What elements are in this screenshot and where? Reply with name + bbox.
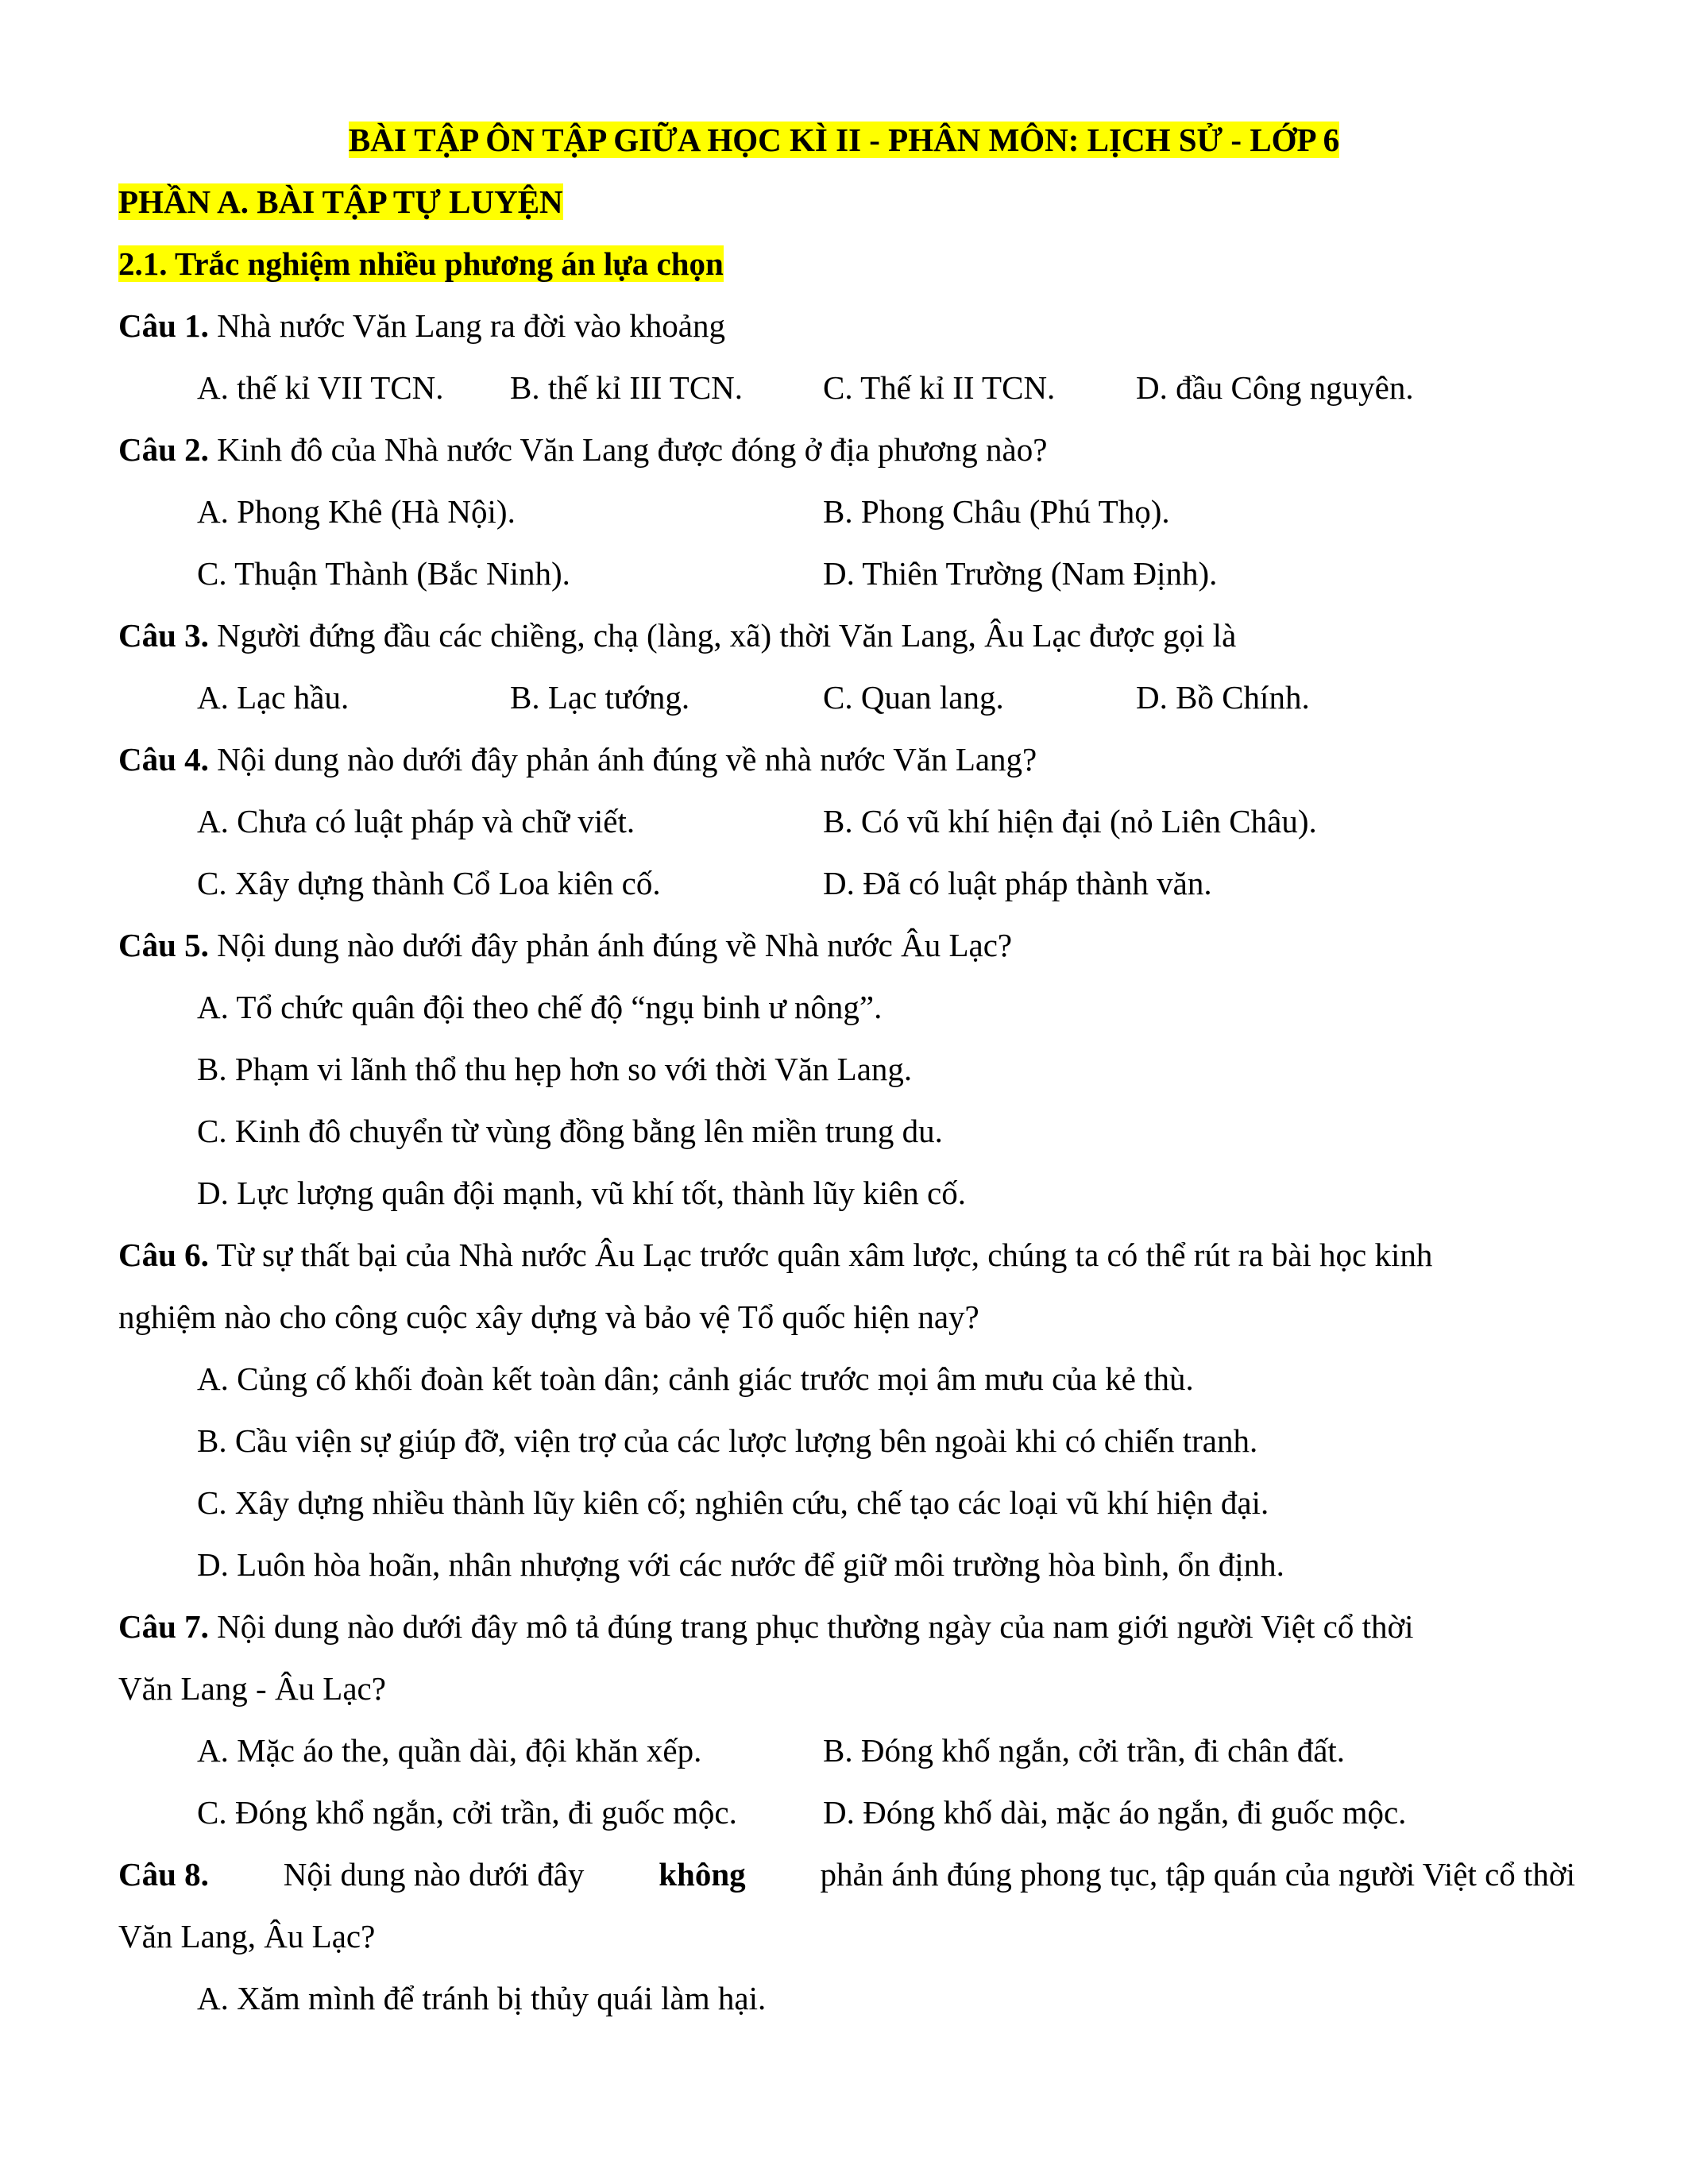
q7-option-b: B. Đóng khố ngắn, cởi trần, đi chân đất. [823,1732,1346,1769]
question-text: Nội dung nào dưới đây phản ánh đúng về Nhà nước Âu Lạc? [217,927,1013,963]
q2-option-c: C. Thuận Thành (Bắc Ninh). [197,555,570,592]
question-text: Nhà nước Văn Lang ra đời vào khoảng [208,307,725,344]
q1-option-a: A. thế kỉ VII TCN. [197,369,444,406]
q2-option-b: B. Phong Châu (Phú Thọ). [823,493,1170,530]
q3-option-d: D. Bồ Chính. [1136,679,1310,716]
q1-option-b: B. thế kỉ III TCN. [510,369,744,406]
question-text-emphasis: không [659,1856,746,1893]
question-label: Câu 7. [118,1608,209,1645]
q4-option-c: C. Xây dựng thành Cổ Loa kiên cố. [197,865,661,901]
q6-option-c: C. Xây dựng nhiều thành lũy kiên cố; nghiên cứu, chế tạo các loại vũ khí hiện đại. [197,1484,1269,1521]
q5-option-d: D. Lực lượng quân đội mạnh, vũ khí tốt, thành lũy kiên cố. [197,1175,966,1211]
q6-option-b: B. Cầu viện sự giúp đỡ, viện trợ của các lược lượng bên ngoài khi có chiến tranh. [197,1422,1258,1459]
question-8-continued: Văn Lang, Âu Lạc? [118,1918,376,1954]
question-7-continued: Văn Lang - Âu Lạc? [118,1670,386,1707]
question-3 [118,616,1236,654]
question-text: Nội dung nào dưới đây phản ánh đúng về nhà nước Văn Lang? [217,741,1037,778]
q7-option-c: C. Đóng khổ ngắn, cởi trần, đi guốc mộc. [197,1794,737,1831]
section-heading: PHẦN A. BÀI TẬP TỰ LUYỆN [118,183,563,220]
q2-option-a: A. Phong Khê (Hà Nội). [197,493,516,530]
question-text-before: Nội dung nào dưới đây [283,1856,585,1893]
section-line [118,183,563,221]
question-2 [118,430,1047,469]
q4-option-b: B. Có vũ khí hiện đại (nỏ Liên Châu). [823,803,1317,839]
question-8 [118,1855,1575,1893]
q3-option-b: B. Lạc tướng. [510,679,690,716]
q3-option-c: C. Quan lang. [823,679,1004,716]
q3-option-a: A. Lạc hầu. [197,679,350,716]
q1-option-c: C. Thế kỉ II TCN. [823,369,1056,406]
document-title: BÀI TẬP ÔN TẬP GIỮA HỌC KÌ II - PHÂN MÔN: LỊCH SỬ - LỚP 6 [348,122,1340,158]
question-6-continued: nghiệm nào cho công cuộc xây dựng và bảo vệ Tổ quốc hiện nay? [118,1298,979,1335]
question-label: Câu 8. [118,1856,209,1893]
q1-option-d: D. đầu Công nguyên. [1136,369,1414,406]
q4-option-d: D. Đã có luật pháp thành văn. [823,865,1212,901]
subsection-line [118,245,724,283]
question-text: Từ sự thất bại của Nhà nước Âu Lạc trước quân xâm lược, chúng ta có thể rút ra bài học kinh [216,1237,1433,1273]
q4-option-a: A. Chưa có luật pháp và chữ viết. [197,803,635,839]
question-text: Kinh đô của Nhà nước Văn Lang được đóng ở địa phương nào? [217,431,1048,468]
subsection-heading: 2.1. Trắc nghiệm nhiều phương án lựa chọn [118,245,724,282]
q6-option-a: A. Củng cố khối đoàn kết toàn dân; cảnh giác trước mọi âm mưu của kẻ thù. [197,1360,1194,1397]
question-label: Câu 5. [118,927,209,963]
q5-option-a: A. Tổ chức quân đội theo chế độ “ngụ binh ư nông”. [197,989,883,1025]
question-label: Câu 4. [118,741,209,778]
question-text: Người đứng đầu các chiềng, chạ (làng, xã) thời Văn Lang, Âu Lạc được gọi là [217,617,1237,654]
q2-option-d: D. Thiên Trường (Nam Định). [823,555,1218,592]
question-4 [118,740,1037,778]
question-label: Câu 6. [118,1237,209,1273]
q7-option-a: A. Mặc áo the, quần dài, đội khăn xếp. [197,1732,702,1769]
q6-option-d: D. Luôn hòa hoãn, nhân nhượng với các nước để giữ môi trường hòa bình, ổn định. [197,1546,1284,1583]
q5-option-b: B. Phạm vi lãnh thổ thu hẹp hơn so với thời Văn Lang. [197,1051,913,1087]
question-7 [118,1607,1414,1646]
title-line [0,121,1688,159]
q7-option-d: D. Đóng khố dài, mặc áo ngắn, đi guốc mộc. [823,1794,1407,1831]
question-text: Nội dung nào dưới đây mô tả đúng trang phục thường ngày của nam giới người Việt cổ thời [217,1608,1414,1645]
question-1 [118,307,725,345]
question-label: Câu 1. [118,307,209,344]
q8-option-a: A. Xăm mình để tránh bị thủy quái làm hại. [197,1980,767,2016]
question-label: Câu 3. [118,617,209,654]
q5-option-c: C. Kinh đô chuyển từ vùng đồng bằng lên miền trung du. [197,1113,943,1149]
question-6 [118,1236,1432,1274]
question-label: Câu 2. [118,431,209,468]
question-text-after: phản ánh đúng phong tục, tập quán của người Việt cổ thời [820,1856,1575,1893]
question-5 [118,926,1012,964]
